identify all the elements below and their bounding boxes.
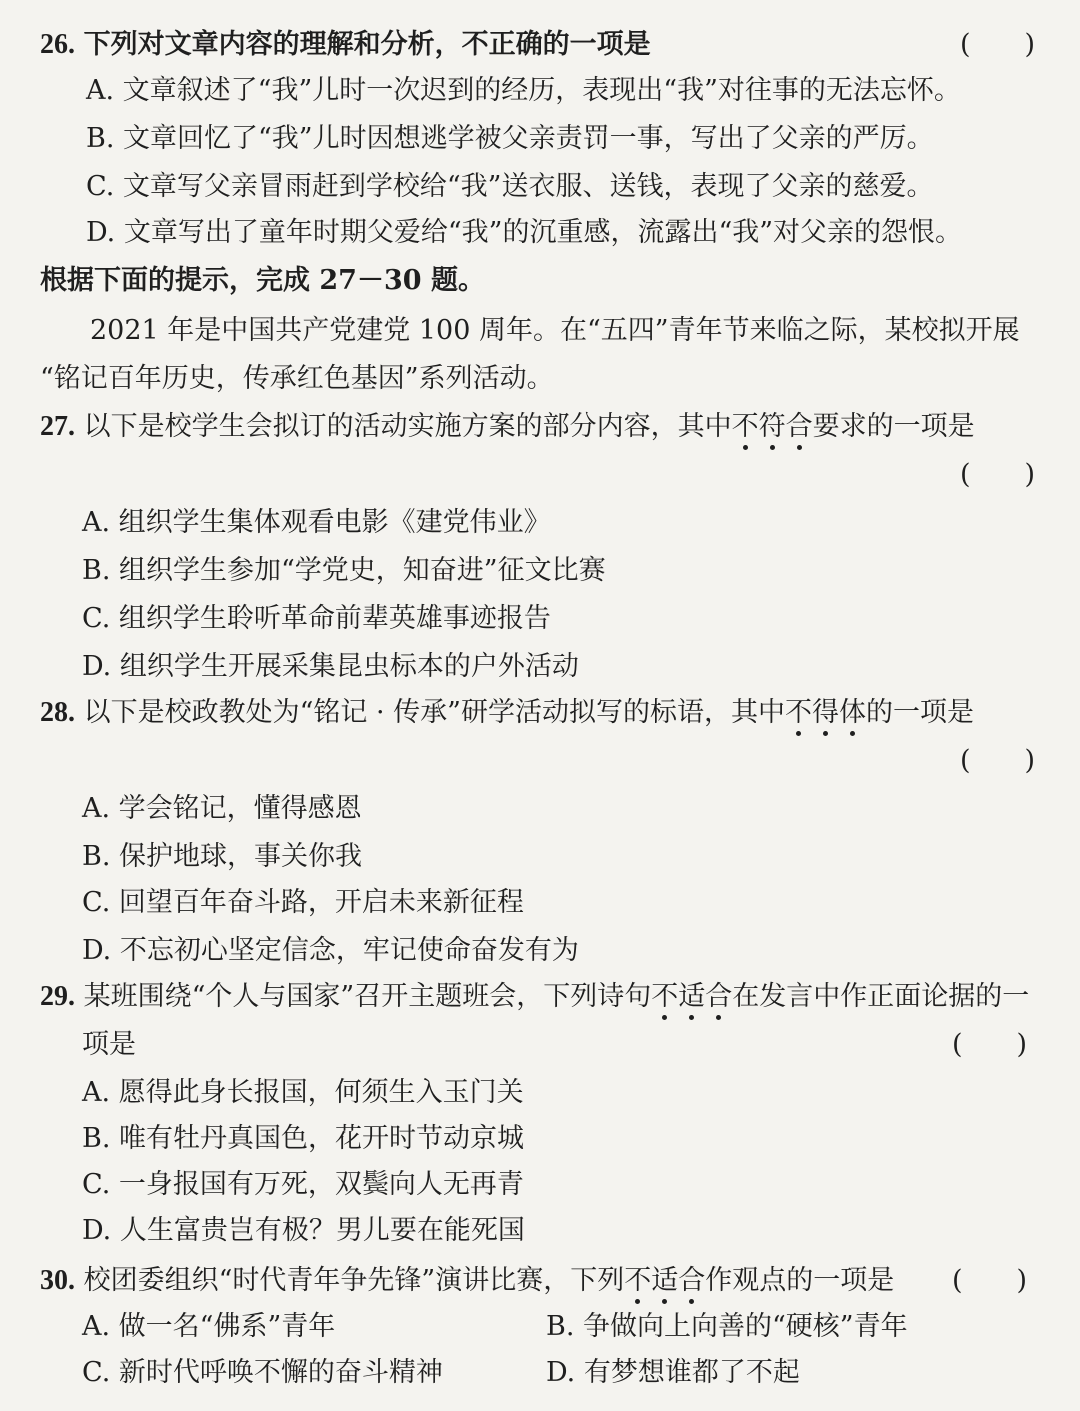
q30-emphasis-char: 不 (624, 1265, 652, 1296)
q30-stem-post: 作观点的一项是 (705, 1265, 895, 1296)
q29-stem-line2: 项是 (82, 1029, 136, 1060)
intro-paragraph-line2: “铭记百年历史，传承红色基因”系列活动。 (40, 363, 554, 394)
q26-option-a[interactable]: A. 文章叙述了“我”儿时一次迟到的经历，表现出“我”对往事的无法忘怀。 (86, 75, 961, 106)
q27-emphasis-char: 合 (785, 411, 813, 442)
q29-option-c[interactable]: C. 一身报国有万死，双鬓向人无再青 (82, 1169, 524, 1200)
q29-option-b[interactable]: B. 唯有牡丹真国色，花开时节动京城 (82, 1123, 525, 1154)
q27-emphasis-char: 符 (758, 411, 786, 442)
q29-emphasis-char: 适 (678, 981, 706, 1012)
q26-stem (40, 28, 651, 62)
q27-stem-pre: 以下是校学生会拟订的活动实施方案的部分内容，其中 (83, 411, 732, 442)
q28-emphasis-char: 不 (784, 697, 812, 728)
q30-emphasis-char: 合 (678, 1265, 706, 1296)
section-heading: 根据下面的提示，完成 27－30 题。 (40, 265, 485, 296)
q27-option-d[interactable]: D. 组织学生开展采集昆虫标本的户外活动 (82, 651, 579, 682)
q26-option-b[interactable]: B. 文章回忆了“我”儿时因想逃学被父亲责罚一事，写出了父亲的严厉。 (86, 123, 934, 154)
q30-emphasis-char: 适 (651, 1265, 679, 1296)
q27-answer-bracket[interactable]: ( ) (960, 459, 1036, 490)
q30-option-b[interactable]: B. 争做向上向善的“硬核”青年 (546, 1311, 908, 1342)
intro-paragraph-line1: 2021 年是中国共产党建党 100 周年。在“五四”青年节来临之际，某校拟开展 (90, 315, 1020, 346)
q28-option-a[interactable]: A. 学会铭记，懂得感恩 (82, 793, 362, 824)
q30-option-a[interactable]: A. 做一名“佛系”青年 (82, 1311, 336, 1342)
q30-stem-pre: 校团委组织“时代青年争先锋”演讲比赛，下列 (83, 1265, 625, 1296)
q29-option-a[interactable]: A. 愿得此身长报国，何须生入玉门关 (82, 1077, 524, 1108)
q28-option-b[interactable]: B. 保护地球，事关你我 (82, 841, 363, 872)
q27-number: 27. (40, 411, 75, 442)
q26-option-d[interactable]: D. 文章写出了童年时期父爱给“我”的沉重感，流露出“我”对父亲的怨恨。 (86, 217, 963, 248)
q26-stem-text: 下列对文章内容的理解和分析，不正确的一项是 (83, 29, 651, 60)
q26-answer-bracket[interactable]: ( ) (960, 29, 1036, 60)
q30-option-c[interactable]: C. 新时代呼唤不懈的奋斗精神 (82, 1357, 443, 1388)
q28-number: 28. (40, 697, 75, 728)
q29-emphasis-char: 合 (705, 981, 733, 1012)
q28-stem-pre: 以下是校政教处为“铭记 · 传承”研学活动拟写的标语，其中 (83, 697, 785, 728)
q26-number: 26. (40, 29, 75, 60)
q29-option-d[interactable]: D. 人生富贵岂有极？男儿要在能死国 (82, 1215, 525, 1246)
q29-stem-post: 在发言中作正面论据的一 (732, 981, 1030, 1012)
q27-option-b[interactable]: B. 组织学生参加“学党史，知奋进”征文比赛 (82, 555, 606, 586)
q29-stem-pre: 某班围绕“个人与国家”召开主题班会，下列诗句 (83, 981, 652, 1012)
q27-option-a[interactable]: A. 组织学生集体观看电影《建党伟业》 (82, 507, 551, 538)
q28-stem (40, 696, 974, 730)
q28-emphasis-char: 得 (811, 697, 839, 728)
q26-option-c[interactable]: C. 文章写父亲冒雨赶到学校给“我”送衣服、送钱，表现了父亲的慈爱。 (86, 171, 934, 202)
q29-emphasis-char: 不 (651, 981, 679, 1012)
q29-stem (40, 980, 1029, 1014)
q28-answer-bracket[interactable]: ( ) (960, 745, 1036, 776)
q29-number: 29. (40, 981, 75, 1012)
q28-stem-post: 的一项是 (865, 697, 974, 728)
q30-answer-bracket[interactable]: ( ) (952, 1265, 1028, 1296)
q30-stem (40, 1264, 894, 1298)
q30-number: 30. (40, 1265, 75, 1296)
q29-answer-bracket[interactable]: ( ) (952, 1029, 1028, 1060)
q28-option-d[interactable]: D. 不忘初心坚定信念，牢记使命奋发有为 (82, 935, 579, 966)
q27-option-c[interactable]: C. 组织学生聆听革命前辈英雄事迹报告 (82, 603, 551, 634)
q28-option-c[interactable]: C. 回望百年奋斗路，开启未来新征程 (82, 887, 524, 918)
q27-stem-post: 要求的一项是 (812, 411, 975, 442)
q28-emphasis-char: 体 (838, 697, 866, 728)
q27-emphasis-char: 不 (731, 411, 759, 442)
q30-option-d[interactable]: D. 有梦想谁都了不起 (546, 1357, 800, 1388)
q27-stem (40, 410, 975, 444)
